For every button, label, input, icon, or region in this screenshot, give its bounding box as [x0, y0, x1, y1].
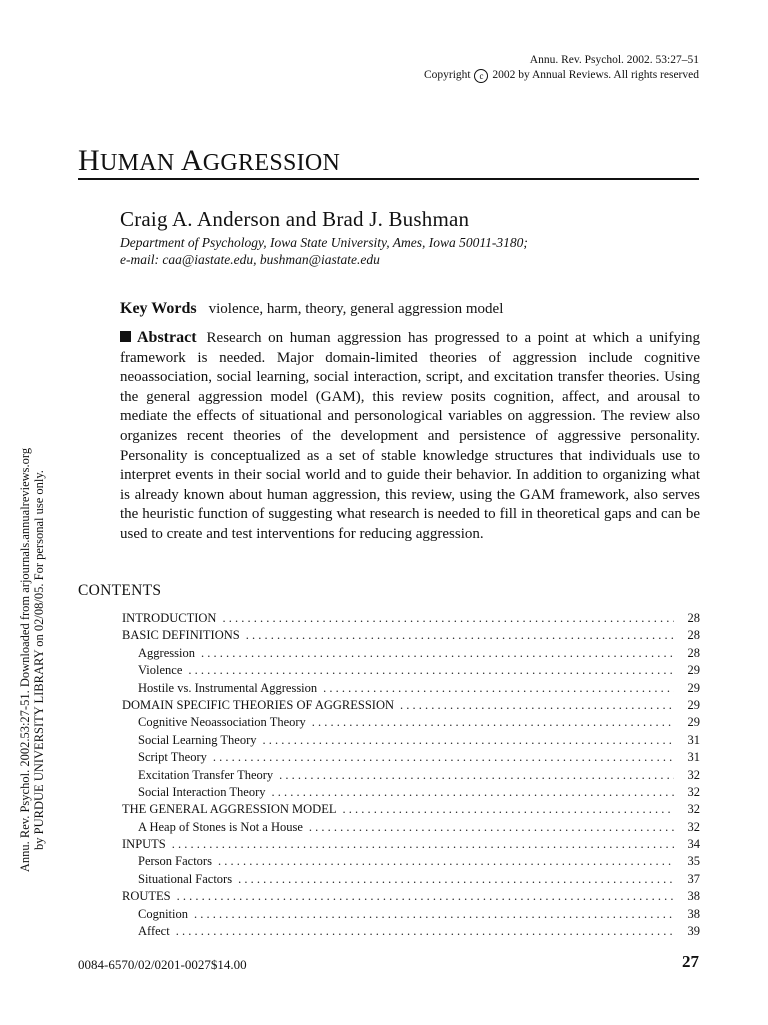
title-rule	[78, 178, 699, 180]
keywords	[120, 300, 503, 318]
toc-entry-page: 29	[687, 663, 700, 678]
square-bullet-icon	[120, 331, 131, 342]
toc-entry-page: 31	[687, 750, 700, 765]
toc-entry	[122, 802, 700, 819]
toc-entry	[122, 889, 700, 906]
toc-entry	[122, 837, 700, 854]
side-note-line-1: Annu. Rev. Psychol. 2002.53:27-51. Downloaded from arjournals.annualreviews.org	[18, 447, 32, 873]
toc-entry-label: Cognition	[138, 906, 189, 921]
toc-dot-leader	[176, 924, 674, 939]
issn-code: 0084-6570/02/0201-0027$14.00	[78, 957, 247, 972]
toc-dot-leader	[400, 698, 674, 713]
toc-entry	[122, 872, 700, 889]
toc-entry-label: Hostile vs. Instrumental Aggression	[138, 680, 318, 695]
toc-entry	[122, 854, 700, 871]
abstract	[120, 328, 700, 545]
toc-entry-label: Aggression	[138, 645, 195, 660]
toc-entry-page: 35	[687, 854, 700, 869]
toc-entry-page: 28	[687, 628, 700, 643]
toc-entry-label: Script Theory	[138, 750, 207, 765]
toc-dot-leader	[201, 646, 674, 661]
toc-entry-label: Excitation Transfer Theory	[138, 767, 274, 782]
toc-entry-page: 31	[687, 732, 700, 747]
toc-entry-page: 38	[687, 889, 700, 904]
toc-entry	[122, 733, 700, 750]
toc-entry	[122, 663, 700, 680]
toc-entry	[122, 715, 700, 732]
toc-entry-page: 29	[687, 697, 700, 712]
keywords-text: violence, harm, theory, general aggression model	[208, 301, 504, 317]
toc-entry-label: BASIC DEFINITIONS	[122, 628, 240, 643]
toc-dot-leader	[262, 733, 674, 748]
affiliation-email-line: e-mail: caa@iastate.edu, bushman@iastate.edu	[120, 252, 380, 267]
article-title: HUMAN AGGRESSION	[78, 144, 341, 177]
journal-ref: Annu. Rev. Psychol. 2002. 53:27–51	[529, 54, 699, 66]
toc-entry-label: A Heap of Stones is Not a House	[138, 819, 303, 834]
toc-entry-label: Social Learning Theory	[138, 732, 257, 747]
toc-dot-leader	[218, 854, 674, 869]
page-number: 27	[682, 952, 699, 971]
journal-citation-header	[424, 53, 699, 83]
keywords-label: Key Words	[120, 300, 197, 317]
toc-entry-page: 39	[687, 924, 700, 939]
toc-dot-leader	[238, 872, 674, 887]
toc-entry-label: INPUTS	[122, 837, 166, 852]
toc-entry-page: 29	[687, 715, 700, 730]
toc-entry	[122, 646, 700, 663]
copyright-suffix: 2002 by Annual Reviews. All rights reserved	[492, 69, 699, 81]
toc-entry-page: 29	[687, 680, 700, 695]
toc-entry	[122, 681, 700, 698]
toc-entry-page: 28	[687, 645, 700, 660]
toc-dot-leader	[279, 768, 674, 783]
toc-entry	[122, 611, 700, 628]
toc-entry	[122, 768, 700, 785]
copyright-prefix: Copyright	[423, 69, 471, 81]
article-authors: Craig A. Anderson and Brad J. Bushman	[120, 207, 470, 231]
toc-entry-label: Violence	[138, 663, 183, 678]
toc-entry	[122, 820, 700, 837]
toc-dot-leader	[213, 750, 674, 765]
toc-entry-label: Social Interaction Theory	[138, 784, 266, 799]
toc-entry	[122, 698, 700, 715]
toc-entry-page: 32	[687, 802, 700, 817]
toc-dot-leader	[312, 715, 674, 730]
toc-entry	[122, 907, 700, 924]
toc-entry-label: Person Factors	[138, 854, 212, 869]
toc-dot-leader	[323, 681, 674, 696]
toc-entry-page: 38	[687, 906, 700, 921]
copyright-icon: c	[474, 69, 488, 83]
toc-entry	[122, 785, 700, 802]
toc-entry-label: THE GENERAL AGGRESSION MODEL	[122, 802, 337, 817]
toc-entry-page: 34	[687, 837, 700, 852]
toc-dot-leader	[222, 611, 674, 626]
toc-entry	[122, 628, 700, 645]
toc-dot-leader	[172, 837, 674, 852]
toc-dot-leader	[246, 628, 674, 643]
toc-entry-label: Affect	[138, 924, 170, 939]
toc-entry-page: 32	[687, 784, 700, 799]
toc-dot-leader	[188, 663, 674, 678]
toc-entry-page: 32	[687, 767, 700, 782]
table-of-contents	[122, 611, 700, 941]
toc-entry-page: 32	[687, 819, 700, 834]
author-affiliation	[120, 234, 528, 268]
toc-dot-leader	[177, 889, 674, 904]
toc-entry-label: Cognitive Neoassociation Theory	[138, 715, 306, 730]
toc-dot-leader	[309, 820, 674, 835]
toc-dot-leader	[272, 785, 674, 800]
toc-entry-label: INTRODUCTION	[122, 611, 217, 625]
toc-entry-page: 28	[687, 611, 700, 625]
toc-dot-leader	[194, 907, 674, 922]
affiliation-line-1: Department of Psychology, Iowa State University, Ames, Iowa 50011-3180;	[120, 235, 528, 250]
copyright-line	[424, 68, 699, 83]
contents-heading: CONTENTS	[78, 582, 162, 599]
side-note-line-2: by PURDUE UNIVERSITY LIBRARY on 02/08/05. For personal use only.	[32, 470, 46, 850]
toc-entry-label: Situational Factors	[138, 871, 233, 886]
abstract-text: Research on human aggression has progressed to a point at which a unifying framework is needed. Major domain-limited theories of aggression include cognitive neoassociation, social learning, social interaction, script, and excitation transfer theories. Using the general aggression model (GAM), this review posits cognition, affect, and arousal to mediate the effects of situational and personological variables on aggression. The review also organizes recent theories of the development and persistence of aggressive personality. Personality is conceptualized as a set of stable knowledge structures that individuals use to interpret events in their social world and to guide their behavior. In addition to organizing what is already known about human aggression, this review, using the GAM framework, also serves the heuristic function of suggesting what research is needed to fill in theoretical gaps and can be used to create and test interventions for reducing aggression.	[120, 330, 700, 542]
toc-dot-leader	[342, 802, 674, 817]
toc-entry	[122, 924, 700, 941]
toc-entry-page: 37	[687, 871, 700, 886]
toc-entry-label: DOMAIN SPECIFIC THEORIES OF AGGRESSION	[122, 697, 395, 712]
download-watermark-note	[18, 295, 46, 1025]
toc-entry	[122, 750, 700, 767]
abstract-label: Abstract	[137, 329, 197, 346]
toc-entry-label: ROUTES	[122, 889, 171, 904]
